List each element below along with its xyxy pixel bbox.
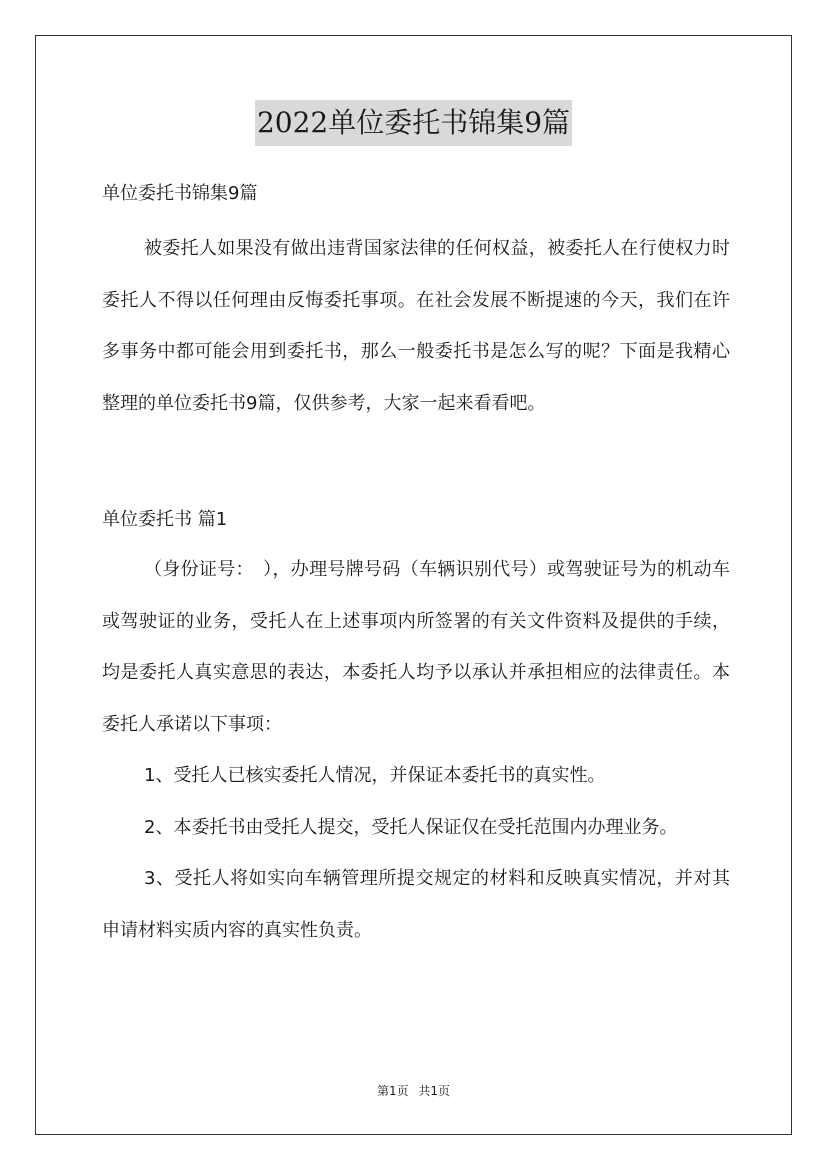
document-title <box>0 100 827 146</box>
list-item: 3、受托人将如实向车辆管理所提交规定的材料和反映真实情况，并对其申请材料实质内容的真实性负责。 <box>102 868 730 941</box>
page-number: 第1页 <box>376 1084 409 1098</box>
list-item: 2、本委托书由受托人提交，受托人保证仅在受托范围内办理业务。 <box>144 816 678 838</box>
document-title-text: 2022单位委托书锦集9篇 <box>255 100 572 146</box>
document-body <box>102 175 730 956</box>
page-total: 共1页 <box>418 1084 451 1098</box>
document-subtitle: 单位委托书锦集9篇 <box>102 183 258 204</box>
page-footer <box>0 1082 827 1099</box>
section-heading: 单位委托书 篇1 <box>102 509 228 530</box>
section-paragraph: （身份证号： ），办理号牌号码（车辆识别代号）或驾驶证号为的机动车或驾驶证的业务，受托人在上述事项内所签署的有关文件资料及提供的手续，均是委托人真实意思的表达，本委托人均予以承认并承担相应的法律责任。本委托人承诺以下事项： <box>102 559 730 735</box>
intro-paragraph: 被委托人如果没有做出违背国家法律的任何权益，被委托人在行使权力时委托人不得以任何理由反悔委托事项。在社会发展不断提速的今天，我们在许多事务中都可能会用到委托书，那么一般委托书是怎么写的呢？下面是我精心整理的单位委托书9篇，仅供参考，大家一起来看看吧。 <box>102 238 730 414</box>
list-item: 1、受托人已核实委托人情况，并保证本委托书的真实性。 <box>144 765 606 786</box>
